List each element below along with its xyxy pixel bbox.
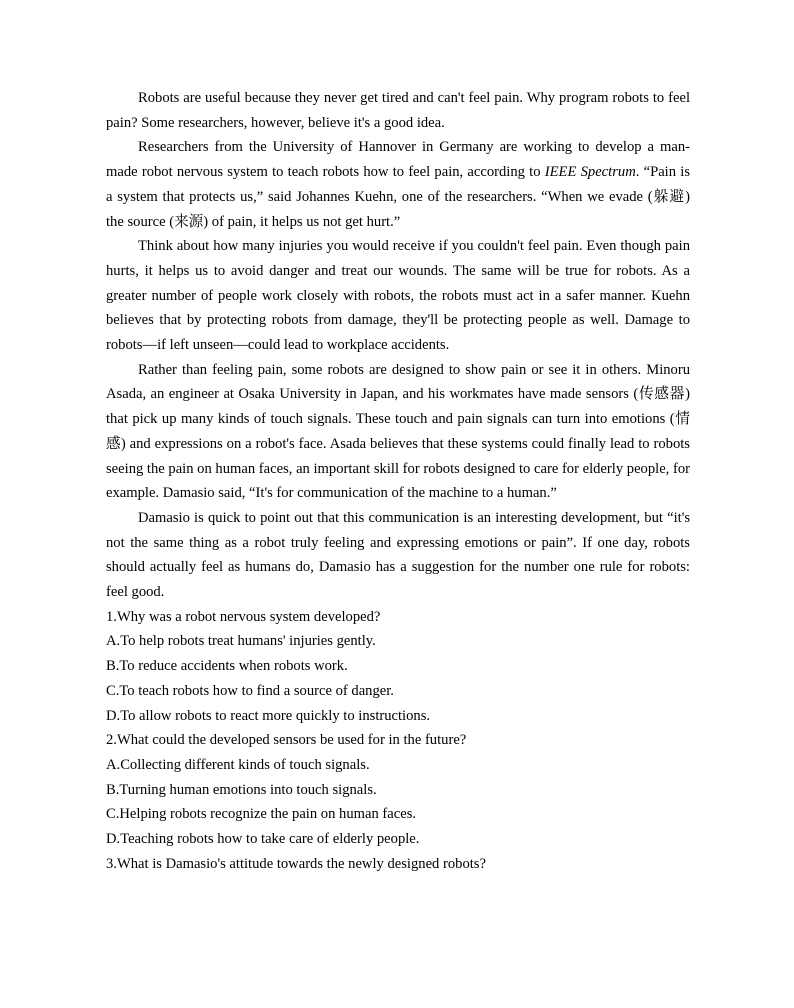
- question-2-option-a: A.Collecting different kinds of touch signals.: [106, 756, 370, 773]
- document-page: [106, 86, 690, 877]
- question-1-option-a: A.To help robots treat humans' injuries gently.: [106, 633, 376, 650]
- question-1-option-d: D.To allow robots to react more quickly to instructions.: [106, 707, 431, 724]
- passage-paragraph-4: Rather than feeling pain, some robots are designed to show pain or see it in others. Minoru Asada, an engineer at Osaka University in Japan, and his workmates have made sensors (传感器) that pick up many kinds of touch signals. These touch and pain signals can turn into emotions (情感) and expressions on a robot's face. Asada believes that these systems could finally lead to robots seeing the pain on human faces, an important skill for robots designed to care for elderly people, for example. Damasio said, “It's for communication of the machine to a human.”: [106, 361, 690, 502]
- paragraph-2-text-after: . “Pain is a system that protects us,” said Johannes Kuehn, one of the researchers. “When we evade (躲避) the source (来源) of pain, it helps us not get hurt.”: [106, 164, 690, 230]
- passage-paragraph-3: Think about how many injuries you would receive if you couldn't feel pain. Even though pain hurts, it helps us to avoid danger and treat our wounds. The same will be true for robots. As a greater number of people work closely with robots, the robots must act in a safer manner. Kuehn believes that by protecting robots from damage, they'll be protecting people as well. Damage to robots—if left unseen—could lead to workplace accidents.: [106, 238, 690, 354]
- question-3-stem: 3.What is Damasio's attitude towards the newly designed robots?: [106, 855, 486, 872]
- question-2-option-d: D.Teaching robots how to take care of elderly people.: [106, 831, 420, 848]
- source-publication: IEEE Spectrum: [544, 164, 636, 181]
- question-1-option-c: C.To teach robots how to find a source of danger.: [106, 682, 394, 699]
- paragraph-2-text-before: Researchers from the University of Hannover in Germany are working to develop a man-made robot nervous system to teach robots how to feel pain, according to: [106, 139, 690, 181]
- question-2-option-c: C.Helping robots recognize the pain on human faces.: [106, 806, 417, 823]
- question-2-stem: 2.What could the developed sensors be used for in the future?: [106, 732, 467, 749]
- passage-paragraph-5: Damasio is quick to point out that this communication is an interesting development, but “it's not the same thing as a robot truly feeling and expressing emotions or pain”. If one day, robots should actually feel as humans do, Damasio has a suggestion for the number one rule for robots: feel good.: [106, 509, 690, 601]
- question-1-option-b: B.To reduce accidents when robots work.: [106, 658, 348, 675]
- question-1-stem: 1.Why was a robot nervous system developed?: [106, 608, 381, 625]
- passage-paragraph-2: [106, 135, 690, 234]
- question-2-option-b: B.Turning human emotions into touch signals.: [106, 781, 377, 798]
- passage-paragraph-1: Robots are useful because they never get tired and can't feel pain. Why program robots to feel pain? Some researchers, however, believe it's a good idea.: [106, 90, 690, 131]
